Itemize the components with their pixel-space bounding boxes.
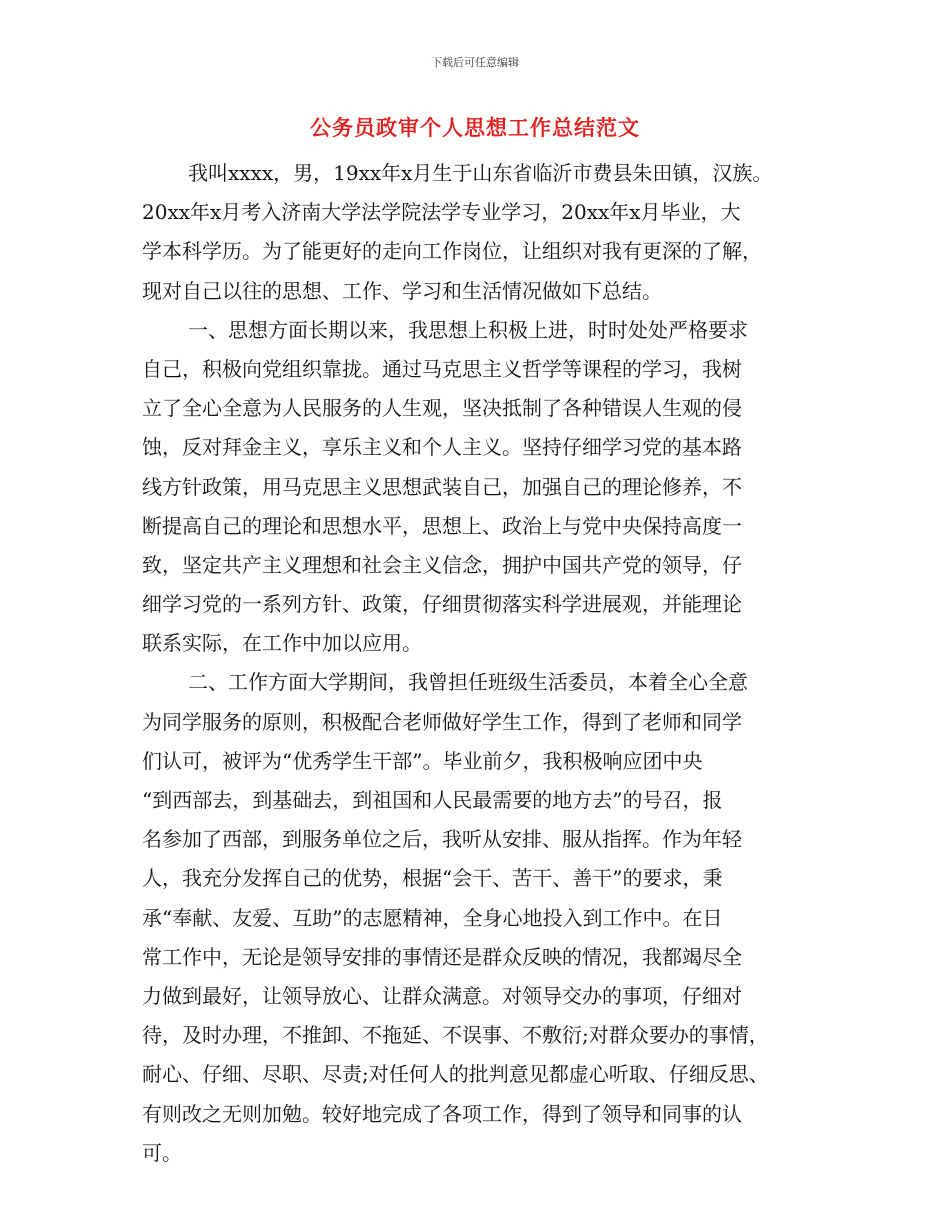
paragraph-line: 为同学服务的原则，积极配合老师做好学生工作，得到了老师和同学 (142, 709, 742, 734)
document-body (142, 154, 814, 1173)
paragraph-line: “到西部去，到基础去，到祖国和人民最需要的地方去”的号召，报 (142, 788, 723, 812)
paragraph-line: 联系实际，在工作中加以应用。 (142, 631, 422, 656)
paragraph-intro (142, 154, 814, 311)
paragraph-line: 自己，积极向党组织靠拢。通过马克思主义哲学等课程的学习，我树 (142, 356, 742, 381)
paragraph-line: 二、工作方面大学期间，我曾担任班级生活委员，本着全心全意 (188, 670, 748, 695)
paragraph-line: 承“奉献、友爱、互助”的志愿精神，全身心地投入到工作中。在日 (142, 905, 723, 930)
paragraph-line: 20xx年x月考入济南大学法学院法学专业学习，20xx年x月毕业，大 (142, 200, 741, 225)
paragraph-line: 待，及时办理，不推卸、不拖延、不误事、不敷衍;对群众要办的事情， (142, 1023, 769, 1048)
paragraph-thought (142, 311, 814, 664)
paragraph-line: 线方针政策，用马克思主义思想武装自己，加强自己的理论修养，不 (142, 474, 742, 499)
header-note: 下载后可任意编辑 (431, 56, 519, 69)
paragraph-line: 耐心、仔细、尽职、尽责;对任何人的批判意见都虚心听取、仔细反思、 (142, 1062, 769, 1087)
paragraph-line: 力做到最好，让领导放心、让群众满意。对领导交办的事项，仔细对 (142, 983, 742, 1008)
paragraph-line: 可。 (142, 1140, 182, 1165)
paragraph-line: 致，坚定共产主义理想和社会主义信念，拥护中国共产党的领导，仔 (142, 552, 742, 577)
paragraph-line: 一、思想方面长期以来，我思想上积极上进，时时处处严格要求 (188, 317, 748, 342)
paragraph-work (142, 663, 814, 1172)
paragraph-line: 我叫xxxx，男，19xx年x月生于山东省临沂市费县朱田镇，汉族。 (188, 161, 773, 185)
paragraph-line: 蚀，反对拜金主义，享乐主义和个人主义。坚持仔细学习党的基本路 (142, 435, 742, 460)
paragraph-line: 断提高自己的理论和思想水平，思想上、政治上与党中央保持高度一 (142, 513, 742, 538)
paragraph-line: 人，我充分发挥自己的优势，根据“会干、苦干、善干”的要求，秉 (142, 866, 723, 891)
paragraph-line: 名参加了西部，到服务单位之后，我听从安排、服从指挥。作为年轻 (142, 827, 742, 852)
paragraph-line: 们认可，被评为“优秀学生干部”。毕业前夕，我积极响应团中央 (142, 748, 703, 773)
paragraph-line: 常工作中，无论是领导安排的事情还是群众反映的情况，我都竭尽全 (142, 944, 742, 969)
paragraph-line: 立了全心全意为人民服务的人生观，坚决抵制了各种错误人生观的侵 (142, 396, 742, 421)
paragraph-line: 学本科学历。为了能更好的走向工作岗位，让组织对我有更深的了解， (142, 239, 762, 264)
paragraph-line: 有则改之无则加勉。较好地完成了各项工作，得到了领导和同事的认 (142, 1101, 742, 1126)
document-title: 公务员政审个人思想工作总结范文 (310, 116, 640, 140)
paragraph-line: 细学习党的一系列方针、政策，仔细贯彻落实科学进展观，并能理论 (142, 592, 742, 617)
paragraph-line: 现对自己以往的思想、工作、学习和生活情况做如下总结。 (142, 278, 662, 303)
